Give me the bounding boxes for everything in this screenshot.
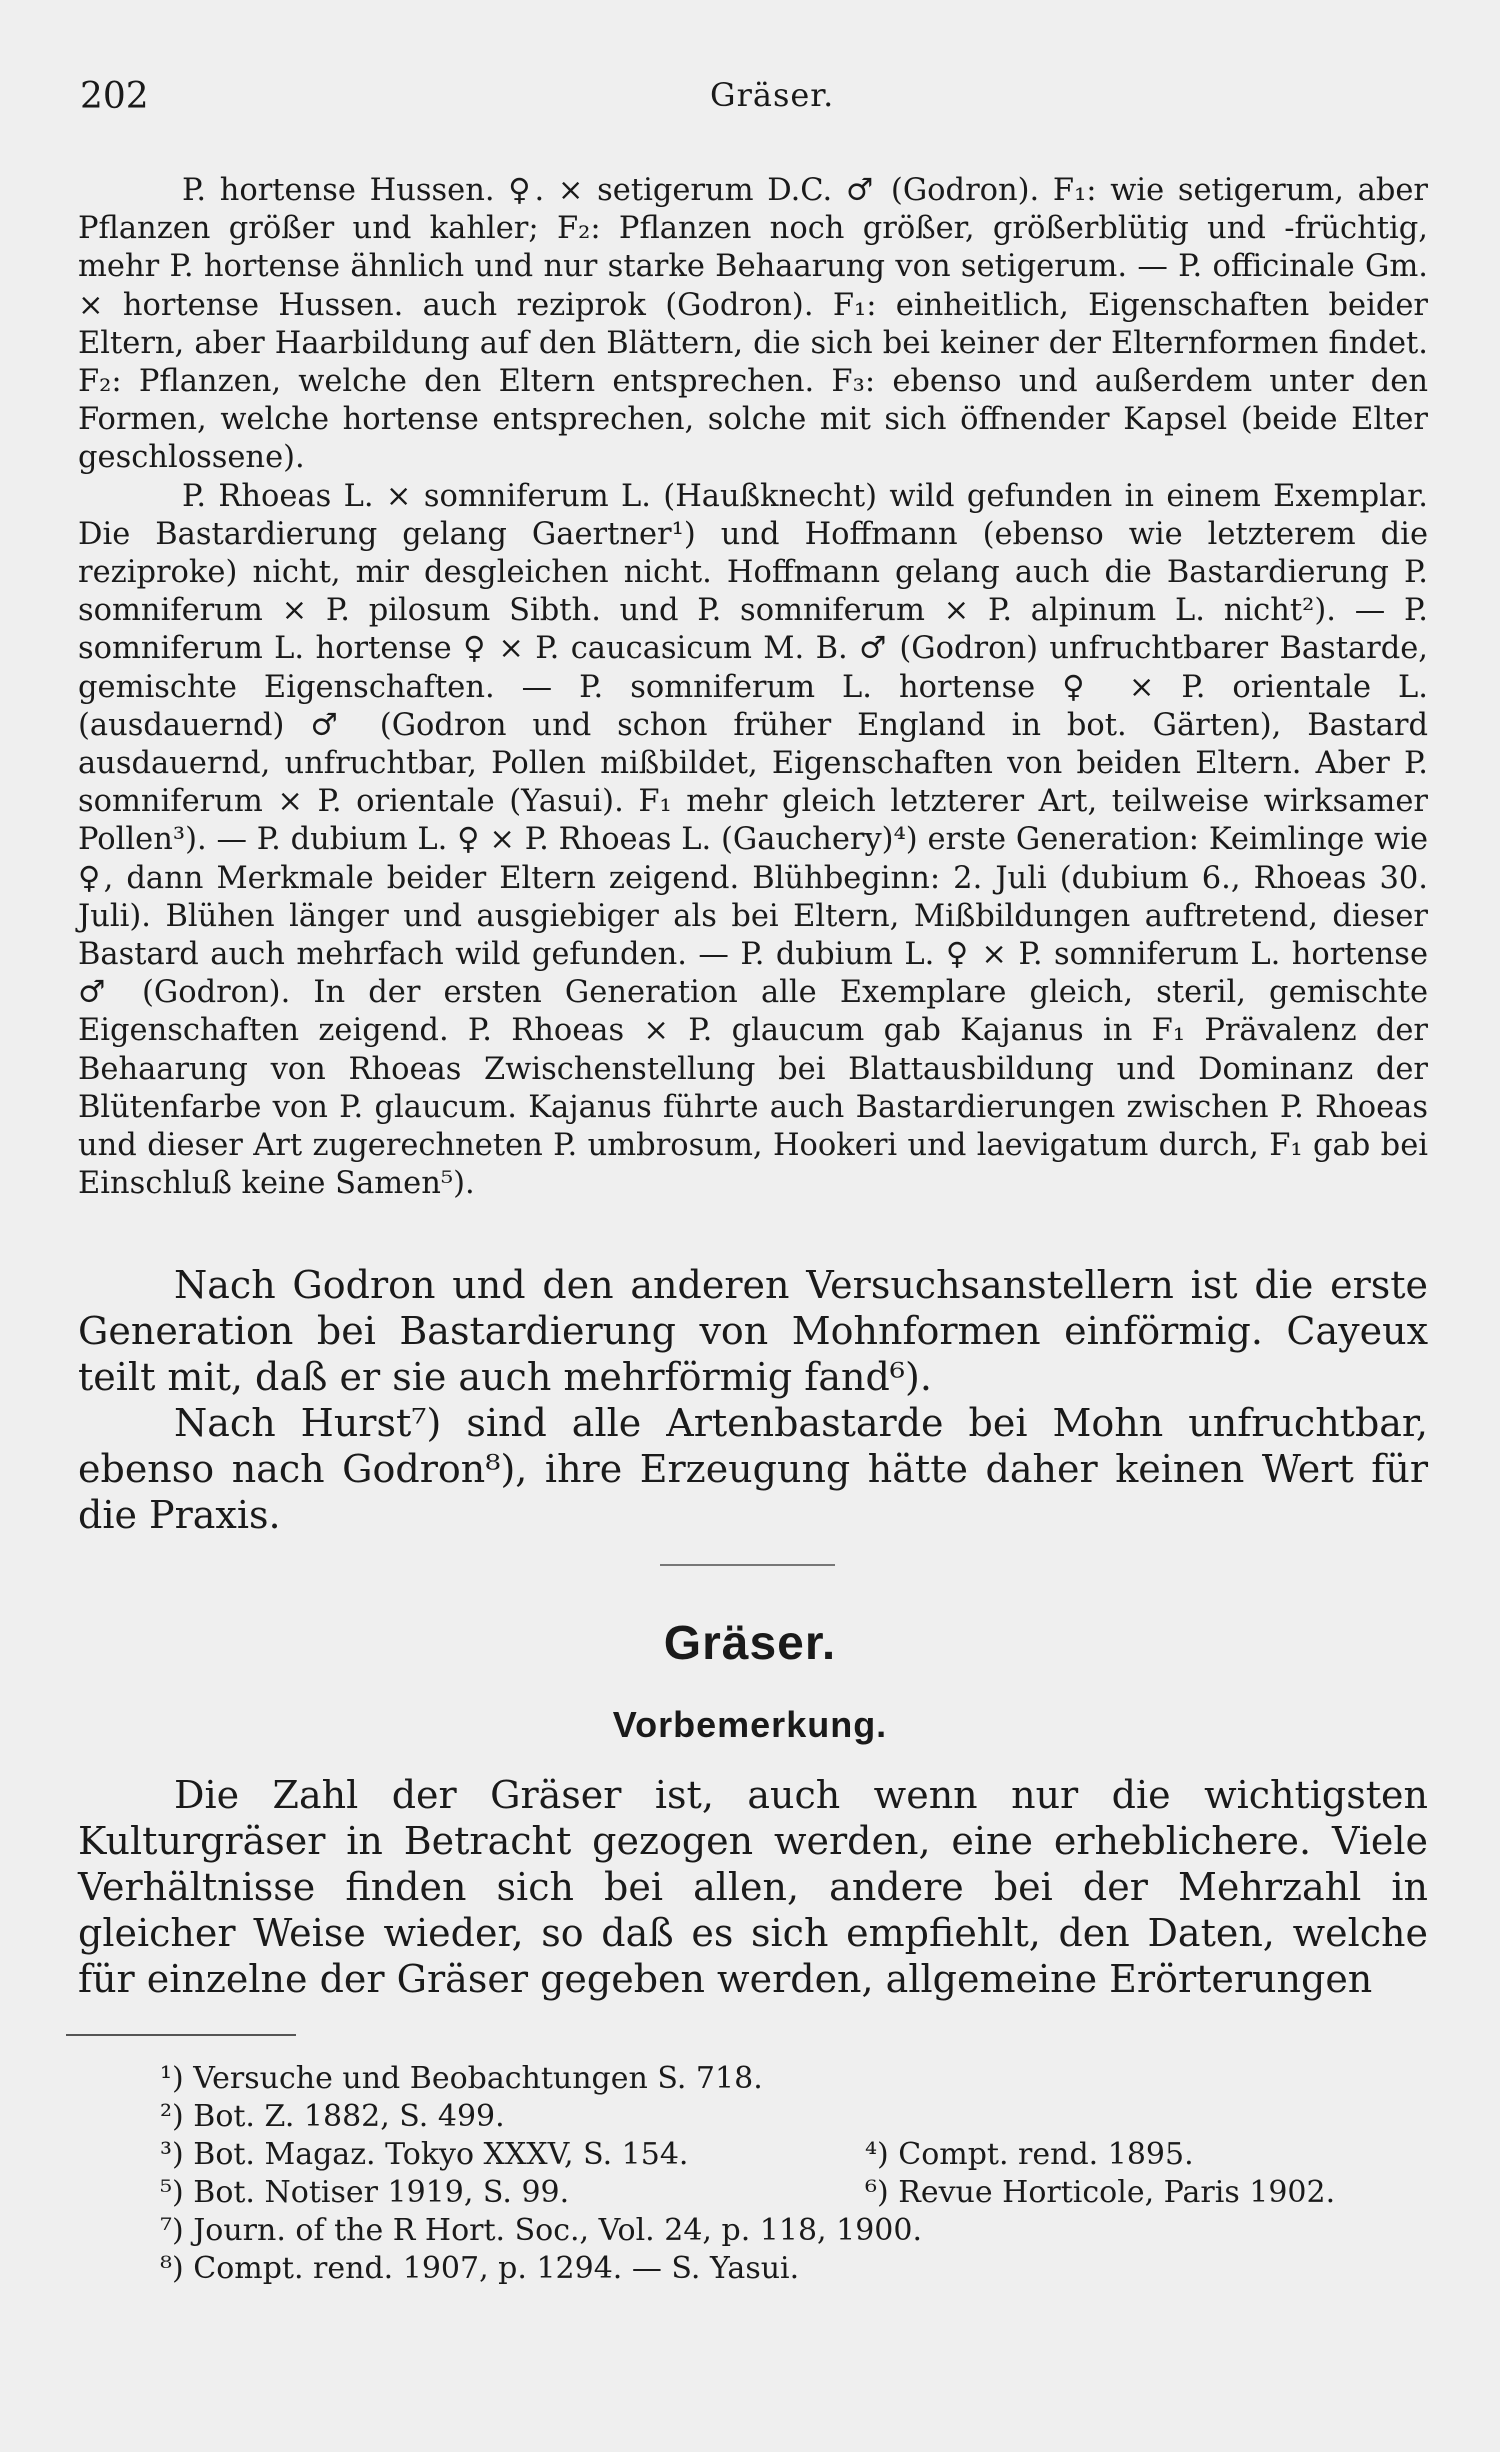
- paragraph-hurst-sterility: Nach Hurst⁷) sind alle Artenbastarde bei Mohn unfruchtbar, ebenso nach Godron⁸), ihre Erzeugung hätte daher keinen Wert für die Praxis.: [78, 1401, 1428, 1537]
- footnote-2: ²) Bot. Z. 1882, S. 499.: [160, 2099, 505, 2134]
- footnote-4: ⁴) Compt. rend. 1895.: [865, 2137, 1194, 2172]
- chapter-subtitle: Vorbemerkung.: [612, 1704, 888, 1745]
- footnote-divider: [66, 2034, 296, 2036]
- page-number: 202: [80, 76, 149, 117]
- footnote-7: ⁷) Journ. of the R Hort. Soc., Vol. 24, p. 118, 1900.: [160, 2213, 922, 2248]
- chapter-title: Gräser.: [663, 1617, 837, 1670]
- summary-section: [78, 1262, 1428, 1538]
- paragraph-hortense-hybrids: P. hortense Hussen. ♀. ⨯ setigerum D.C. ♂ (Godron). F₁: wie setigerum, aber Pflanzen größer und kahler; F₂: Pflanzen noch größer, größerblütig und -früchtig, mehr P. hortense ähnlich und nur starke Behaarung von setigerum. — P. officinale Gm. ⨯ hortense Hussen. auch reziprok (Godron). F₁: einheitlich, Eigenschaften beider Eltern, aber Haarbildung auf den Blättern, die sich bei keiner der Elternformen findet. F₂: Pflanzen, welche den Eltern entsprechen. F₃: ebenso und außerdem unter den Formen, welche hortense entsprechen, solche mit sich öffnender Kapsel (beide Elter geschlossene).: [78, 173, 1428, 476]
- page-header: [80, 76, 1420, 117]
- section-divider: [660, 1564, 835, 1566]
- footnote-3: ³) Bot. Magaz. Tokyo XXXV, S. 154.: [160, 2137, 689, 2172]
- running-title: Gräser.: [710, 76, 835, 114]
- paragraph-rhoeas-hybrids: P. Rhoeas L. ⨯ somniferum L. (Haußknecht) wild gefunden in einem Exemplar. Die Bastardierung gelang Gaertner¹) und Hoffmann (ebenso wie letzterem die reziproke) nicht, mir desgleichen nicht. Hoffmann gelang auch die Bastardierung P. somniferum ⨯ P. pilosum Sibth. und P. somniferum ⨯ P. alpinum L. nicht²). — P. somniferum L. hortense ♀ ⨯ P. caucasicum M. B. ♂ (Godron) unfruchtbarer Bastarde, gemischte Eigenschaften. — P. somniferum L. hortense ♀ ⨯ P. orientale L. (ausdauernd) ♂ (Godron und schon früher England in bot. Gärten), Bastard ausdauernd, unfruchtbar, Pollen mißbildet, Eigenschaften von beiden Eltern. Aber P. somniferum ⨯ P. orientale (Yasui). F₁ mehr gleich letzterer Art, teilweise wirksamer Pollen³). — P. dubium L. ♀ ⨯ P. Rhoeas L. (Gauchery)⁴) erste Generation: Keimlinge wie ♀, dann Merkmale beider Eltern zeigend. Blühbeginn: 2. Juli (dubium 6., Rhoeas 30. Juli). Blühen länger und ausgiebiger als bei Eltern, Mißbildungen auftretend, dieser Bastard auch mehrfach wild gefunden. — P. dubium L. ♀ ⨯ P. somniferum L. hortense ♂ (Godron). In der ersten Generation alle Exemplare gleich, steril, gemischte Eigenschaften zeigend. P. Rhoeas ⨯ P. glaucum gab Kajanus in F₁ Prävalenz der Behaarung von Rhoeas Zwischenstellung bei Blattausbildung und Dominanz der Blütenfarbe von P. glaucum. Kajanus führte auch Bastardierungen zwischen P. Rhoeas und dieser Art zugerechneten P. umbrosum, Hookeri und laevigatum durch, F₁ gab bei Einschluß keine Samen⁵).: [78, 478, 1428, 1202]
- footnote-1: ¹) Versuche und Beobachtungen S. 718.: [160, 2061, 763, 2096]
- paragraph-godron-generation: Nach Godron und den anderen Versuchsanstellern ist die erste Generation bei Bastardierung von Mohnformen einförmig. Cayeux teilt mit, daß er sie auch mehrförmig fand⁶).: [78, 1263, 1428, 1399]
- footnote-5: ⁵) Bot. Notiser 1919, S. 99.: [160, 2175, 570, 2210]
- footnote-6: ⁶) Revue Horticole, Paris 1902.: [865, 2175, 1336, 2210]
- hybrid-notes-section: [78, 172, 1428, 1203]
- footnotes: [160, 2060, 1430, 2288]
- footnote-8: ⁸) Compt. rend. 1907, p. 1294. — S. Yasui.: [160, 2251, 800, 2286]
- paragraph-intro: Die Zahl der Gräser ist, auch wenn nur die wichtigsten Kulturgräser in Betracht gezogen werden, eine erheblichere. Viele Verhältnisse finden sich bei allen, andere bei der Mehrzahl in gleicher Weise wieder, so daß es sich empfiehlt, den Daten, welche für einzelne der Gräser gegeben werden, allgemeine Erörterungen: [78, 1773, 1428, 2001]
- chapter-intro: [78, 1772, 1428, 2002]
